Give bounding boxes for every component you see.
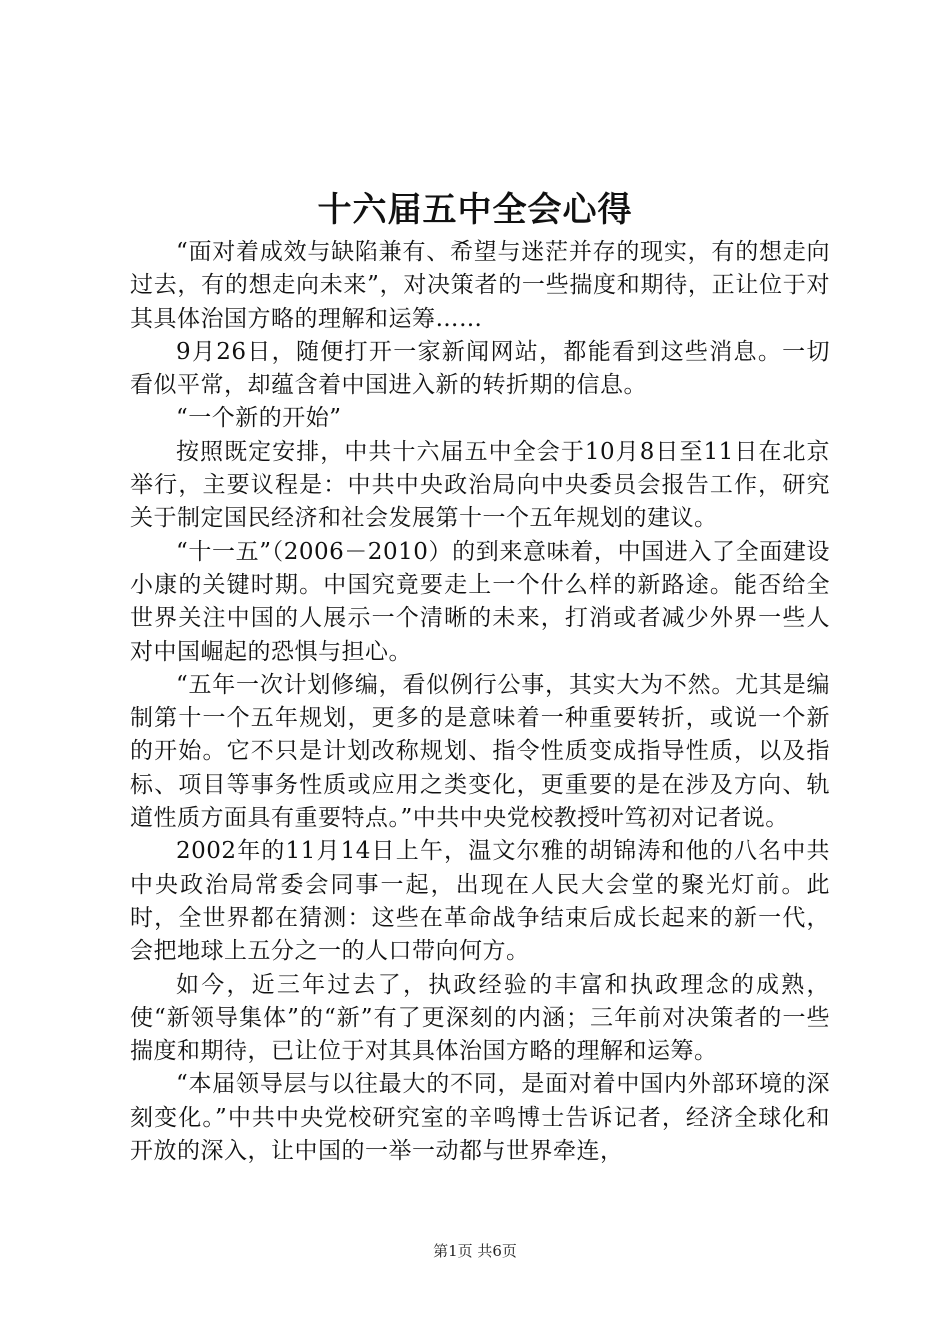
paragraph: “十一五”（2006－2010）的到来意味着，中国进入了全面建设小康的关键时期。中国究竟要走上一个什么样的新路途。能否给全世界关注中国的人展示一个清晰的未来，打消或者减少外界一些人对中国崛起的恐惧与担心。 bbox=[130, 538, 830, 665]
paragraph: 如今，近三年过去了，执政经验的丰富和执政理念的成熟，使“新领导集体”的“新”有了更深刻的内涵；三年前对决策者的一些揣度和期待，已让位于对其具体治国方略的理解和运筹。 bbox=[130, 971, 830, 1065]
paragraph: 9月26日，随便打开一家新闻网站，都能看到这些消息。一切看似平常，却蕴含着中国进入新的转折期的信息。 bbox=[130, 338, 830, 399]
document-title: 十六届五中全会心得 bbox=[317, 190, 633, 230]
page-footer: 第1页 共6页 bbox=[433, 1242, 517, 1260]
paragraph: “本届领导层与以往最大的不同，是面对着中国内外部环境的深刻变化。”中共中央党校研究室的辛鸣博士告诉记者，经济全球化和开放的深入，让中国的一举一动都与世界牵连， bbox=[130, 1071, 830, 1165]
paragraph: “面对着成效与缺陷兼有、希望与迷茫并存的现实，有的想走向过去，有的想走向未来”，对决策者的一些揣度和期待，正让位于对其具体治国方略的理解和运筹…… bbox=[130, 239, 830, 332]
paragraph: “五年一次计划修编，看似例行公事，其实大为不然。尤其是编制第十一个五年规划，更多的是意味着一种重要转折，或说一个新的开始。它不只是计划改称规划、指令性质变成指导性质，以及指标、项目等事务性质或应用之类变化，更重要的是在涉及方向、轨道性质方面具有重要特点。”中共中央党校教授叶笃初对记者说。 bbox=[130, 671, 830, 832]
paragraph: 按照既定安排，中共十六届五中全会于10月8日至11日在北京举行，主要议程是：中共中央政治局向中央委员会报告工作，研究关于制定国民经济和社会发展第十一个五年规划的建议。 bbox=[130, 438, 830, 532]
paragraph: 2002年的11月14日上午，温文尔雅的胡锦涛和他的八名中共中央政治局常委会同事一起，出现在人民大会堂的聚光灯前。此时，全世界都在猜测：这些在革命战争结束后成长起来的新一代，会把地球上五分之一的人口带向何方。 bbox=[130, 838, 830, 965]
paragraph: “一个新的开始” bbox=[176, 405, 342, 432]
document-body bbox=[130, 236, 830, 1168]
